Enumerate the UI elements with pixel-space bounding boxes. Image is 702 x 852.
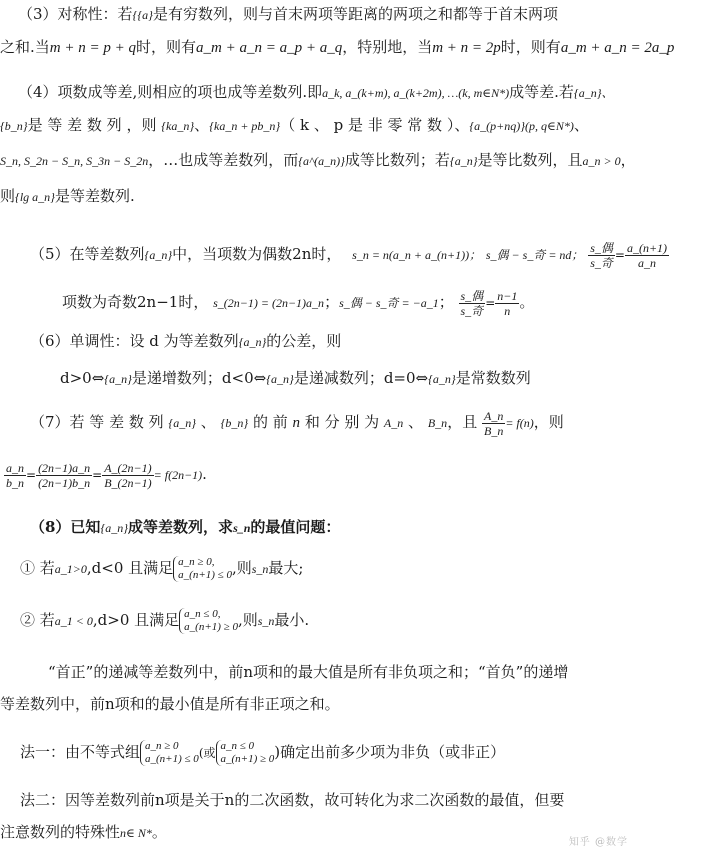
text: 、 [573,116,589,134]
formula: {a_n} [266,372,294,386]
text: ① 若 [20,559,55,577]
formula: s_n = n(a_n + a_(n+1))； [352,248,482,262]
formula: a_1>0 [54,562,87,576]
fraction: $\frac{(2n-1)a\_n}{(2n-1)b\_n}$ [38,460,91,490]
text: ,d>0 且满足 [92,611,180,629]
formula: B_n [427,416,448,430]
method-1 [20,732,660,772]
formula: a_n > 0 [582,154,621,168]
formula: n∈ N* [120,826,152,840]
item-4-line-2 [0,115,640,136]
text: “首正”的递减等差数列中，前n项和的最大值是所有非负项之和；“首负”的递增 [48,663,569,681]
formula: {a_n} [100,521,129,535]
formula: s_n [257,614,275,628]
formula: {a_n} [104,372,132,386]
formula: a_k, a_(k+m), a_(k+2m), …(k, m∈N*) [322,86,510,100]
text: 最大; [268,559,304,577]
formula: {a_n} [144,248,173,262]
formula: s_n [233,521,251,535]
item-6-line-1 [30,331,670,352]
text: 。 [151,823,167,841]
text: 的公差，则 [266,332,342,350]
text: . [202,465,207,483]
inequality-system: a_n ≥ 0 a_(n+1) ≤ 0 [140,740,199,766]
inequality-system: a_n ≥ 0, a_(n+1) ≤ 0 [173,556,232,582]
formula: = f(n) [505,416,534,430]
text: 注意数列的特殊性 [0,823,121,841]
item-4-line-3 [0,150,640,171]
fraction: $\frac{n-1}{n}$ [497,288,518,318]
text: ； [324,293,340,311]
formula: {ka_n + pb_n} [209,119,281,133]
formula: {a_n} [168,416,197,430]
text: 则 [0,187,16,205]
item-5-line-2 [62,282,702,322]
fraction: $\frac{A\_(2n-1)}{B\_(2n-1)}$ [104,460,152,490]
text: 之和.当 [0,38,50,56]
method-2-line-1 [20,790,660,810]
text: 、 [200,413,216,431]
text: 法二：因等差数列前n项是关于n的二次函数，故可转化为求二次函数的最值，但要 [20,791,565,809]
text: ,则 [231,559,252,577]
text: 时，则有 [135,38,196,56]
equals: = [26,468,37,482]
text: ，且 [447,413,478,431]
formula: {a_n}、 [573,86,614,100]
text: ，特别地，当 [342,38,433,56]
item-6-line-2 [60,368,700,389]
item-8-paragraph-line-2 [0,694,640,714]
text: （3）对称性：若 [18,5,133,23]
inequality-system: a_n ≤ 0 a_(n+1) ≥ 0 [216,740,275,766]
text: （8）已知 [30,518,101,536]
text: 成等差数列，求 [128,518,234,536]
formula: a_m + a_n = a_p + a_q [196,40,343,56]
text: 中，当项数为偶数2n时， [172,245,342,263]
formula: S_n, S_2n − S_n, S_3n − S_2n [0,154,149,168]
formula: {a_n} [428,372,456,386]
text: ,则 [237,611,258,629]
formula: A_n [383,416,404,430]
text: 项数为奇数2n−1时， [62,293,209,311]
formula: s_偶 − s_奇 = nd； [485,248,584,262]
text: 是有穷数列，则与首末两项等距离的两项之和都等于首末两项 [152,5,558,23]
text: (或 [198,746,216,760]
item-7-line-2 [4,454,644,494]
item-4-line-1 [18,82,658,103]
item-8-case-2 [20,600,660,640]
text: 。 [519,293,535,311]
formula: {a_n} [449,154,478,168]
text: ,d<0 且满足 [86,559,174,577]
fraction: $\frac{A\_n}{B\_n}$ [483,408,504,438]
text: 和 分 别 为 [304,413,380,431]
text: （5）在等差数列 [30,245,145,263]
text: 是等差数列. [54,187,135,205]
text: 最小. [274,611,310,629]
item-5-line-1 [30,234,670,274]
formula: m + n = 2p [432,40,501,56]
formula: {lg a_n} [15,190,55,204]
equals: = [614,248,625,262]
text: 、 [194,116,210,134]
text: )确定出前多少项为非负（或非正） [274,743,506,761]
text: （6）单调性：设 d 为等差数列 [30,332,239,350]
text: ，…也成等差数列，而 [148,151,299,169]
fraction: $\frac{\text{s\_偶}}{\text{s\_奇}}$ [590,240,613,270]
text: 法一：由不等式组 [20,743,141,761]
text: ，则 [533,413,564,431]
text: 的 前 [252,413,288,431]
fraction: $\frac{a\_n}{b\_n}$ [6,460,24,490]
text: 时，则有 [500,38,561,56]
text: 是递增数列；d<0⇔ [131,369,267,387]
seq-an: {{a} [132,8,153,22]
text: （4）项数成等差,则相应的项也成等差数列.即 [18,83,323,101]
formula: {a_n} [238,335,267,349]
item-3-line-1 [18,4,658,25]
formula: {a^(a_n)} [298,154,345,168]
equals: = [92,468,103,482]
formula: m + n = p + q [49,40,136,56]
formula: a_1 < 0 [54,614,93,628]
text: 是 等 差 数 列 ，则 [27,116,157,134]
formula: s_(2n−1) = (2n−1)a_n [213,296,325,310]
formula: {b_n} [0,119,28,133]
watermark: 知乎 @数学 [568,837,628,848]
text: 成等比数列；若 [344,151,450,169]
formula: {a_(p+nq)}(p, q∈N*) [469,119,574,133]
text: 是递减数列；d=0⇔ [293,369,429,387]
text: ② 若 [20,611,55,629]
formula: {ka_n} [161,119,195,133]
text: （ k 、 p 是 非 零 常 数 ）、 [280,116,470,134]
item-4-line-4 [0,186,640,207]
item-3-line-2 [0,37,675,58]
text: 、 [408,413,424,431]
formula: s_偶 − s_奇 = −a_1 [339,296,439,310]
fraction: $\frac{\text{s\_偶}}{\text{s\_奇}}$ [460,288,484,318]
formula: s_n [251,562,269,576]
text: 是等比数列，且 [477,151,583,169]
item-8-heading [30,517,670,538]
text: ； [438,293,454,311]
formula: = f(2n−1) [153,468,203,482]
text: d>0⇔ [60,369,105,387]
text: （7）若 等 差 数 列 [30,413,164,431]
formula: a_m + a_n = 2a_p [560,40,675,56]
text: 是常数数列 [455,369,531,387]
method-2-line-2 [0,822,640,843]
item-8-paragraph-line-1 [48,662,688,682]
text: 的最值问题： [250,518,341,536]
formula: {b_n} [220,416,249,430]
item-7-line-1 [30,402,670,442]
inequality-system: a_n ≤ 0, a_(n+1) ≥ 0 [179,608,238,634]
formula: n [292,415,301,431]
text: 成等差.若 [509,83,574,101]
item-8-case-1 [20,548,660,588]
text: ， [620,151,636,169]
fraction: $\frac{a\_(n+1)}{a\_n}$ [626,240,668,270]
equals: = [485,296,496,310]
text: 等差数列中，前n项和的最小值是所有非正项之和。 [0,695,340,713]
